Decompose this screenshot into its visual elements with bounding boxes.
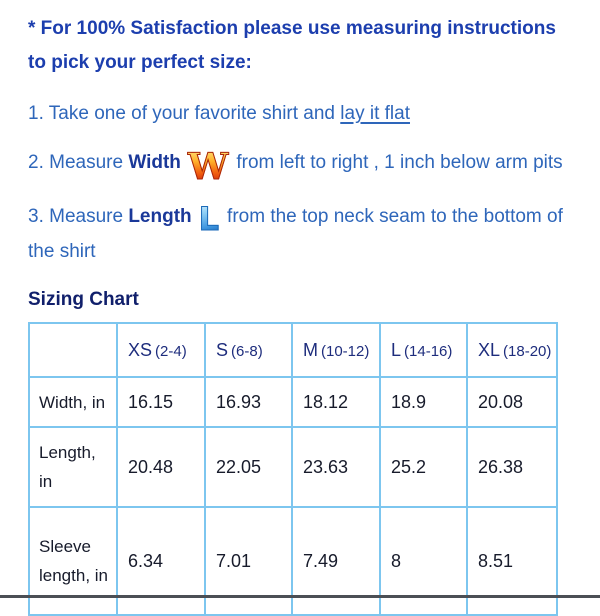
table-row-length (29, 427, 557, 507)
length-keyword: Length (128, 206, 192, 227)
satisfaction-heading (28, 12, 600, 80)
width-m-value: 18.12 (292, 377, 380, 427)
width-xs-value: 16.15 (117, 377, 205, 427)
sizing-chart-title: Sizing Chart (28, 289, 139, 310)
col-header-s: S (6-8) (205, 323, 292, 377)
step-3-text-tail: from the top neck seam to the bottom of the shirt (28, 206, 563, 262)
bottom-divider-line (0, 595, 600, 598)
step-1-text: 1. Take one of your favorite shirt and (28, 103, 341, 124)
row-label-width: Width, in (29, 377, 117, 427)
length-s-value: 22.05 (205, 427, 292, 507)
length-letter-icon: L (198, 200, 220, 238)
col-header-xs: XS (2-4) (117, 323, 205, 377)
row-label-length: Length, in (29, 427, 117, 507)
table-row-sleeve-length (29, 507, 557, 615)
length-l-value: 25.2 (380, 427, 467, 507)
table-row-width (29, 377, 557, 427)
satisfaction-heading-line1: * For 100% Satisfaction please use measuring instructions (28, 18, 556, 39)
step-2-measure-width (28, 146, 600, 188)
col-header-xl: XL (18-20) (467, 323, 557, 377)
sleeve-xs-value: 6.34 (117, 507, 205, 615)
sizing-chart-table (28, 322, 558, 616)
col-header-m: M (10-12) (292, 323, 380, 377)
width-s-value: 16.93 (205, 377, 292, 427)
col-header-l: L (14-16) (380, 323, 467, 377)
step-2-text: 2. Measure (28, 152, 129, 173)
step-2-text-tail: from left to right , 1 inch below arm pits (236, 152, 563, 173)
step-1-lay-flat (28, 97, 600, 130)
width-xl-value: 20.08 (467, 377, 557, 427)
sleeve-m-value: 7.49 (292, 507, 380, 615)
sleeve-l-value: 8 (380, 507, 467, 615)
length-m-value: 23.63 (292, 427, 380, 507)
sleeve-xl-value: 8.51 (467, 507, 557, 615)
width-keyword: Width (128, 152, 181, 173)
step-3-text: 3. Measure (28, 206, 129, 227)
size-header-row (29, 323, 557, 377)
step-3-measure-length (28, 200, 590, 268)
corner-cell (29, 323, 117, 377)
row-label-sleeve-length: Sleeve length, in (29, 507, 117, 615)
length-xs-value: 20.48 (117, 427, 205, 507)
width-letter-icon: W (187, 146, 229, 188)
lay-it-flat-underlined-text: lay it flat (340, 103, 410, 124)
length-xl-value: 26.38 (467, 427, 557, 507)
sleeve-s-value: 7.01 (205, 507, 292, 615)
satisfaction-heading-line2: to pick your perfect size: (28, 52, 252, 73)
width-l-value: 18.9 (380, 377, 467, 427)
